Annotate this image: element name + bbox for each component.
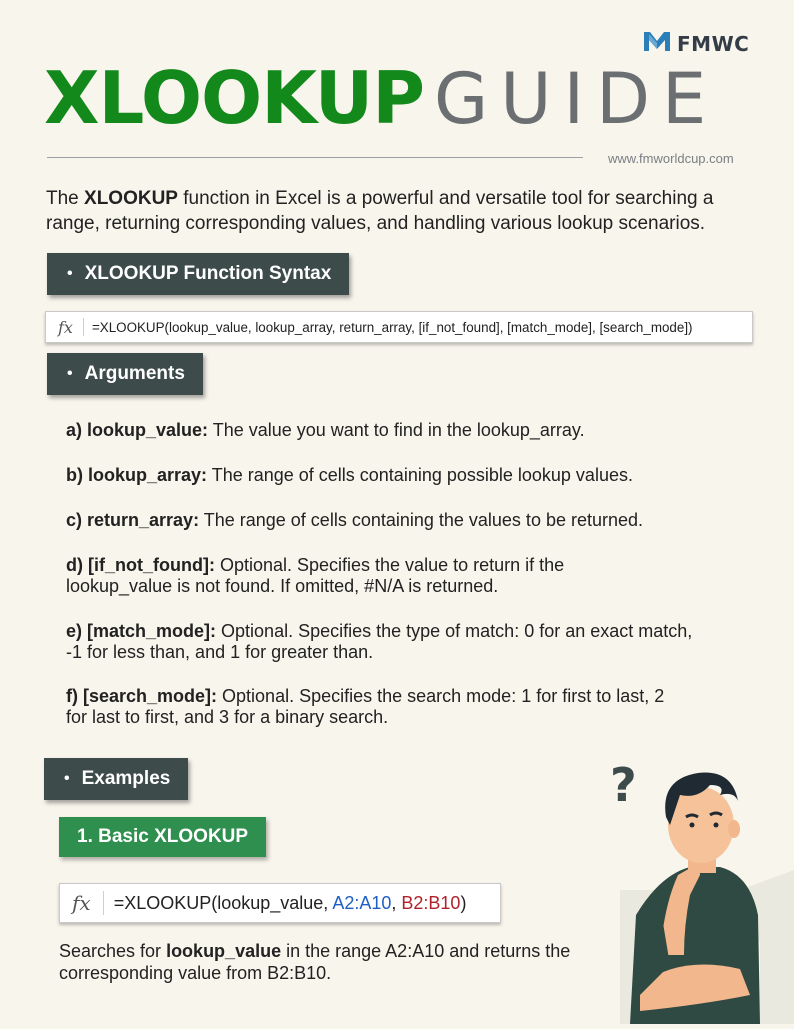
desc-suffix: in the range A2:A10 and returns the corresponding value from B2:B10. [59,941,571,983]
argument-text: Optional. Specifies the value to return if the lookup_value is not found. If omitted, #N/A is returned. [66,555,565,596]
argument-text: The range of cells containing the values to be returned. [199,510,644,530]
argument-item [66,555,626,597]
section-arguments-header [47,353,203,395]
fx-icon: fx [58,317,73,337]
fmwc-logo-icon [643,30,671,57]
argument-item [66,420,716,441]
argument-item [66,621,706,663]
title-divider [47,157,583,158]
intro-suffix: function in Excel is a powerful and versatile tool for searching a range, returning corresponding values, and handling various lookup scenarios. [46,188,714,234]
example-formula [104,893,467,914]
desc-keyword: lookup_value [166,941,282,961]
syntax-formula-bar [45,311,753,343]
argument-term: b) lookup_array: [66,465,208,485]
section-arguments-label: Arguments [84,363,185,384]
argument-term: a) lookup_value: [66,420,209,440]
bullet: • [67,365,73,382]
example-description [59,940,619,984]
argument-term: c) return_array: [66,510,200,530]
section-examples-header [44,758,188,800]
argument-text: Optional. Specifies the type of match: 0 for an exact match, -1 for less than, and 1 for greater than. [66,621,693,662]
argument-term: e) [match_mode]: [66,621,217,641]
intro-prefix: The [46,188,85,209]
intro-paragraph [46,186,756,236]
argument-item [66,686,666,728]
syntax-formula: =XLOOKUP(lookup_value, lookup_array, return_array, [if_not_found], [match_mode], [search_mode]) [91,319,693,335]
example-basic-header: 1. Basic XLOOKUP [59,817,266,857]
title-main: XLOOKUP [44,56,424,140]
argument-text: The value you want to find in the lookup_array. [208,420,585,440]
argument-text: Optional. Specifies the search mode: 1 for first to last, 2 for last to first, and 3 for a binary search. [66,686,665,727]
section-syntax-label: XLOOKUP Function Syntax [84,263,332,284]
formula-ref-return-range: B2:B10 [401,892,461,913]
argument-item [66,510,716,531]
argument-text: The range of cells containing possible lookup values. [207,465,633,485]
logo-text: FMWC [677,31,750,56]
section-syntax-header [47,253,349,295]
argument-term: d) [if_not_found]: [66,555,215,575]
title-sub: GUIDE [434,58,719,140]
formula-ref-lookup-range: A2:A10 [332,892,392,913]
bullet: • [67,265,73,282]
formula-suffix: ) [460,892,467,913]
thinking-person-illustration [600,755,794,1029]
page-title [44,56,719,140]
formula-separator: , [391,892,402,913]
brand-logo [643,30,749,57]
fx-icon: fx [72,891,91,915]
question-mark-icon: ? [610,758,637,812]
section-examples-label: Examples [81,768,171,789]
argument-term: f) [search_mode]: [66,686,218,706]
desc-prefix: Searches for [59,941,167,961]
example-formula-bar [59,883,501,923]
website-link[interactable]: www.fmworldcup.com [608,151,734,166]
bullet: • [64,770,70,787]
intro-keyword: XLOOKUP [84,188,178,209]
formula-prefix: =XLOOKUP(lookup_value, [113,892,333,913]
argument-item [66,465,716,486]
